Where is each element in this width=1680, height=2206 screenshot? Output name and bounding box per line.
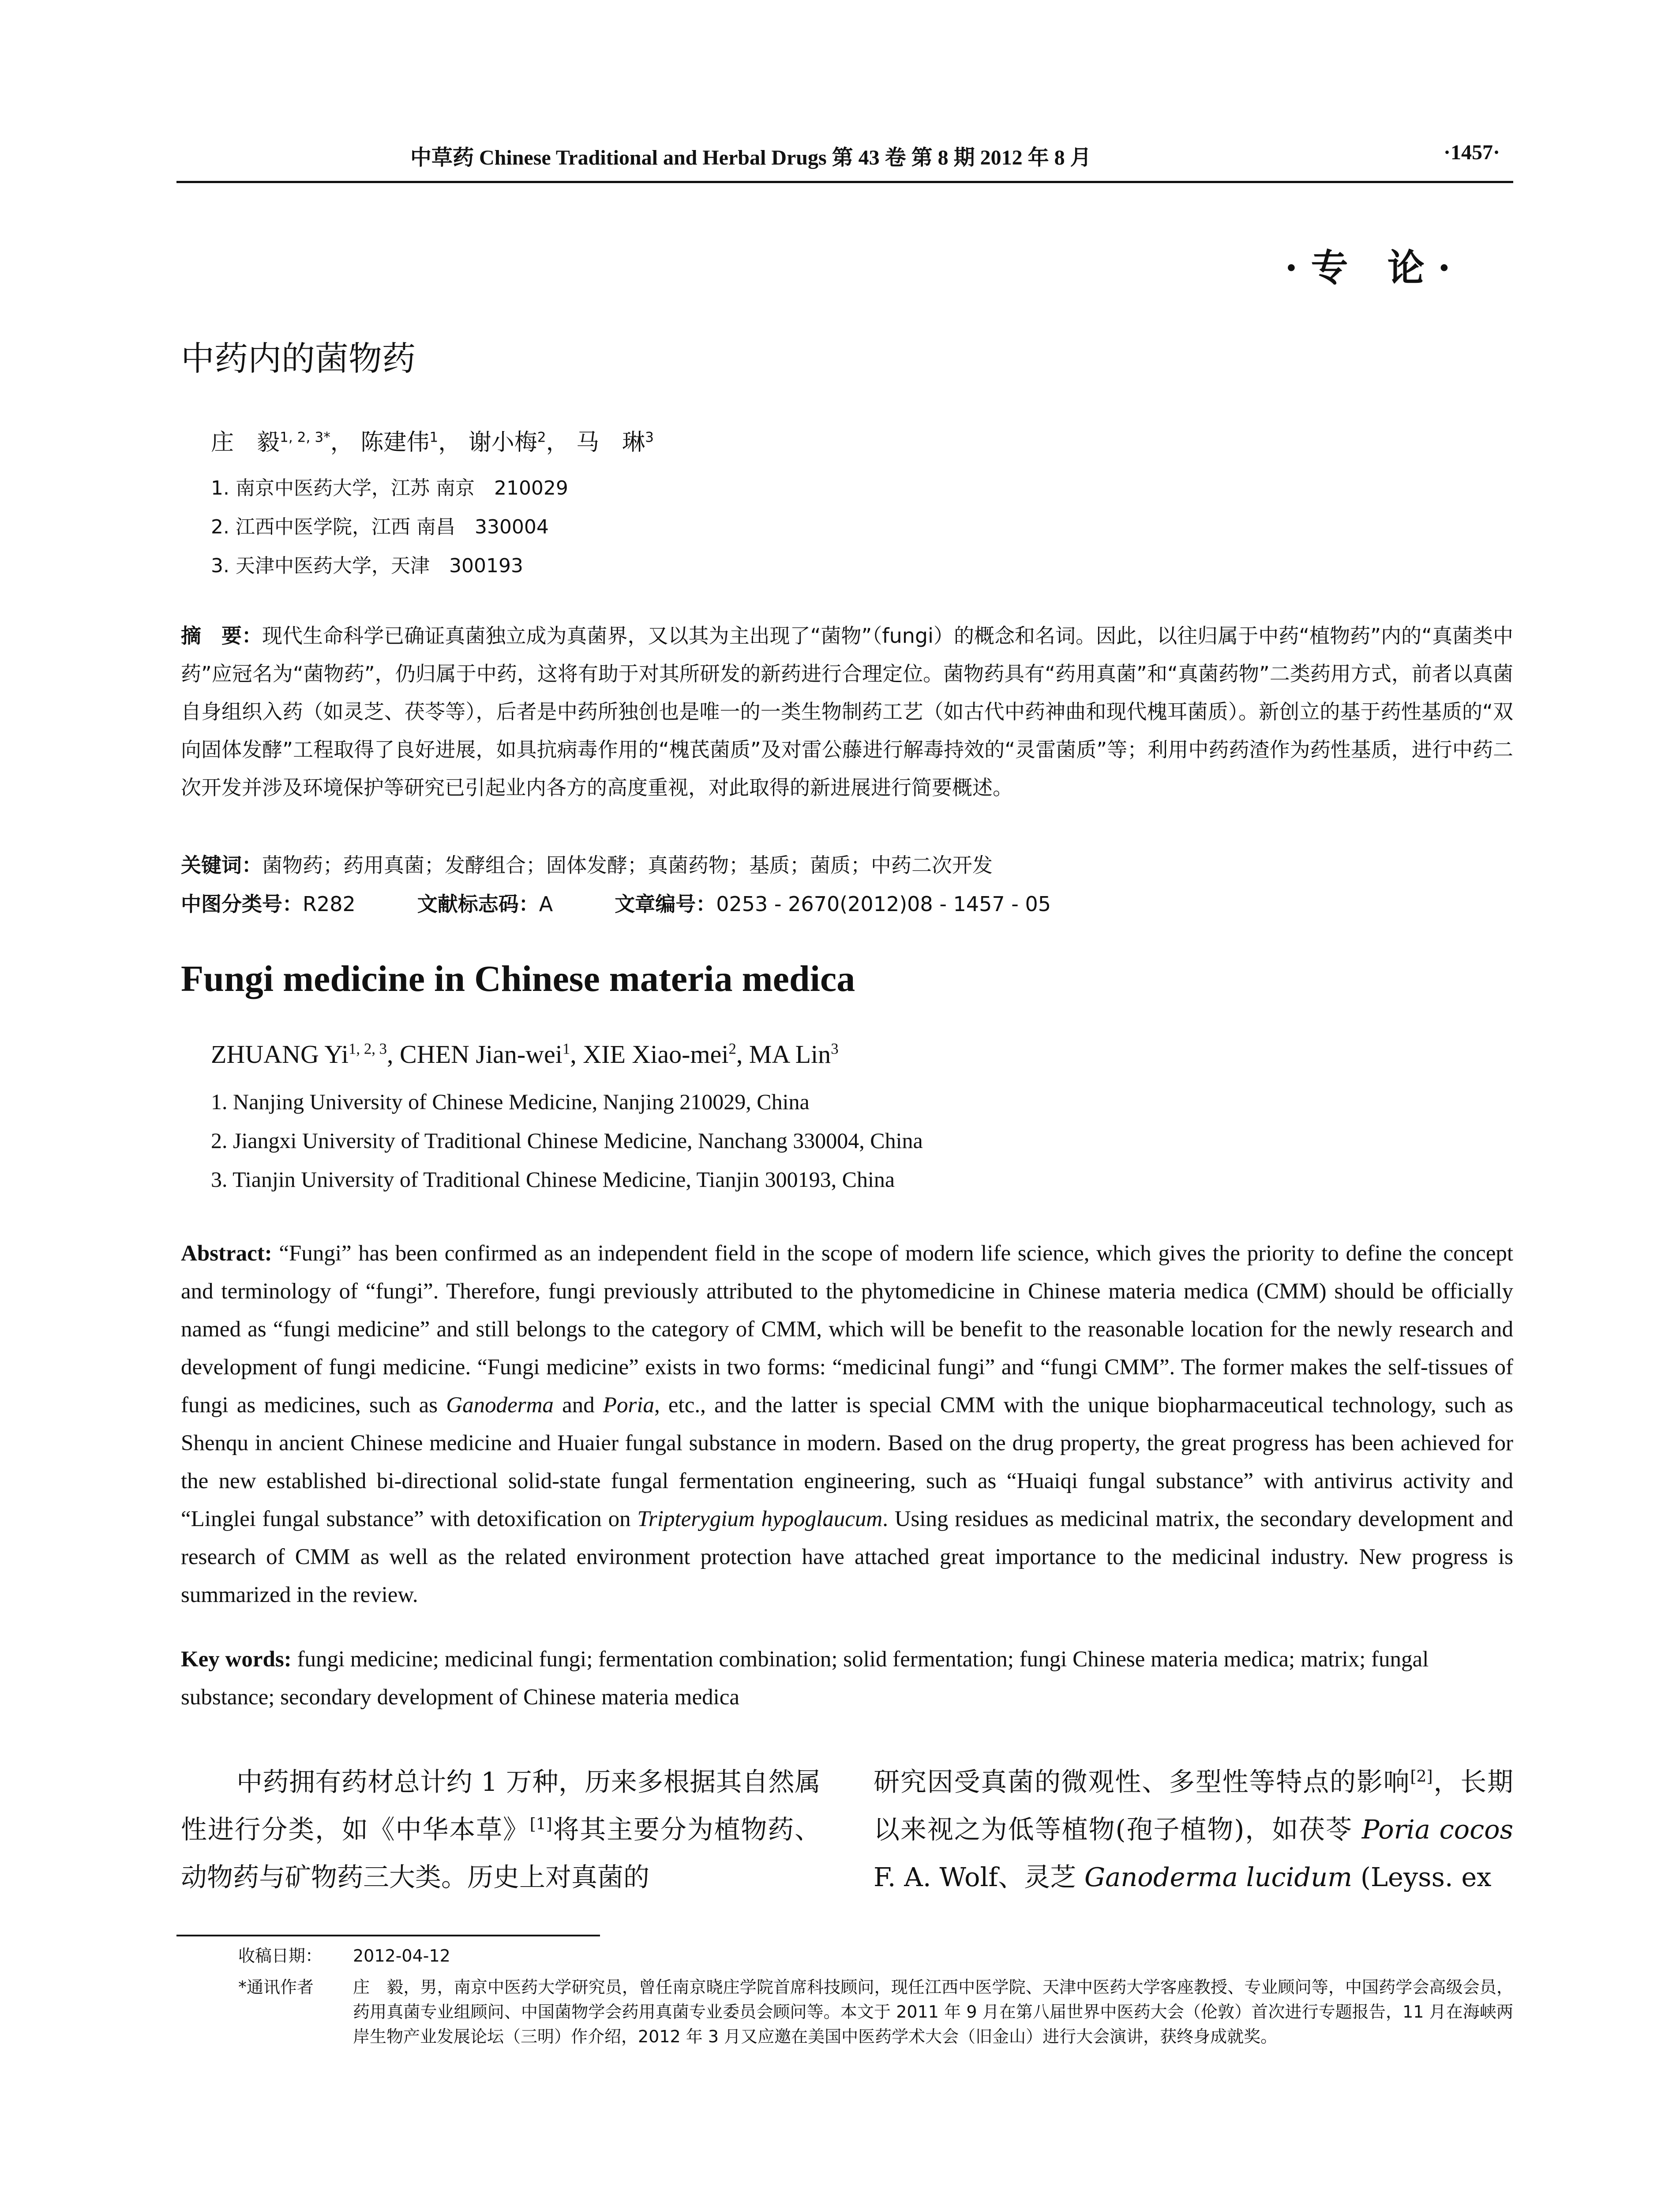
clc-label: 中图分类号： bbox=[181, 892, 303, 916]
corresp-text: 庄 毅，男，南京中医药大学研究员，曾任南京晓庄学院首席科技顾问，现任江西中医学院、天津中医药大学客座教授、专业顾问等，中国药学会高级会员，药用真菌专业组顾问、中国菌物学会药用真菌专业委员会顾问等。本文于 2011 年 9 月在第八届世界中医药大会（伦敦）首次进行专题报告，11 月在海峡两岸生物产业发展论坛（三明）作介绍，2012 年 3 月又应邀在美国中医药学术大会（旧金山）进行大会演讲，获终身成就奖。 bbox=[353, 1977, 1513, 2046]
en-abstract-text: “Fungi” has been confirmed as an independent field in the scope of modern life science, which gives the priority to define the concept and terminology of “fungi”. Therefore, fungi previously attributed to the phytomedicine in Chinese materia medica (CMM) should be officially named as “fungi medicine” and still belongs to the category of CMM, which will be benefit to the reasonable location for the newly research and development of fungi medicine. “Fungi medicine” exists in two forms: “medicinal fungi” and “fungi CMM”. The former makes the self-tissues of fungi as medicines, such as bbox=[181, 1241, 1513, 1418]
doc-code-label: 文献标志码： bbox=[417, 892, 539, 916]
en-author-sup: 1 bbox=[562, 1040, 570, 1058]
clc-item bbox=[181, 888, 356, 917]
body-text: 中药拥有药材总计约 1 万种，历来多根据其自然属性进行分类，如《中华本草》 bbox=[181, 1767, 821, 1845]
journal-line: 中草药 Chinese Traditional and Herbal Drugs 第 43 卷 第 8 期 2012 年 8 月 bbox=[410, 146, 1091, 169]
body-text: (Leyss. ex bbox=[1352, 1862, 1492, 1892]
received-date: 2012-04-12 bbox=[353, 1946, 450, 1966]
cn-author-sup: 2 bbox=[537, 429, 546, 446]
page-number: ·1457· bbox=[1443, 141, 1500, 164]
cn-author-sup: 3 bbox=[645, 429, 654, 446]
citation[interactable]: [1] bbox=[529, 1815, 552, 1834]
article-no-value: 0253 - 2670(2012)08 - 1457 - 05 bbox=[716, 892, 1051, 916]
en-abstract-text: . Using residues as medicinal matrix, the secondary development and research of CMM as well as the related environment protection have attached great importance to the medicinal industry. New progress is summarized in the review. bbox=[181, 1507, 1513, 1607]
cn-keywords bbox=[181, 849, 1513, 878]
footnote-received bbox=[238, 1943, 1513, 1968]
en-abstract bbox=[181, 1234, 1513, 1614]
en-abstract-italic: Tripterygium hypoglaucum bbox=[637, 1507, 883, 1531]
cn-affiliation: 3. 天津中医药大学，天津 300193 bbox=[211, 555, 523, 577]
en-abstract-text: , etc., and the latter is special CMM with the unique biopharmaceutical technology, such as Shenqu in ancient Chinese medicine and Huaier fungal substance in modern. Based on the drug property, the great progress has been achieved for the new established bi-directional solid-state fungal fermentation engineering, such as “Huaiqi fungal substance” with antivirus activity and “Linglei fungal substance” with detoxification on bbox=[181, 1393, 1514, 1531]
en-abstract-label: Abstract: bbox=[181, 1241, 272, 1266]
en-author-name: ZHUANG Yi bbox=[211, 1040, 349, 1069]
cn-author-name: 陈建伟 bbox=[360, 429, 430, 456]
en-keywords bbox=[181, 1640, 1513, 1716]
body-column-left bbox=[181, 1758, 821, 1901]
cn-affiliation: 2. 江西中医学院，江西 南昌 330004 bbox=[211, 516, 549, 538]
en-author-name: XIE Xiao-mei bbox=[583, 1040, 729, 1069]
en-affiliation: 1. Nanjing University of Chinese Medicine, Nanjing 210029, China bbox=[211, 1089, 810, 1114]
doc-code-value: A bbox=[539, 892, 553, 916]
footnote-corresponding bbox=[238, 1975, 1513, 2049]
clc-value: R282 bbox=[303, 892, 356, 916]
citation[interactable]: [2] bbox=[1410, 1767, 1433, 1786]
cn-title: 中药内的菌物药 bbox=[181, 339, 416, 378]
cn-keywords-text: 菌物药；药用真菌；发酵组合；固体发酵；真菌药物；基质；菌质；中药二次开发 bbox=[262, 853, 993, 877]
header-rule bbox=[176, 181, 1513, 183]
cn-classification bbox=[181, 888, 1513, 917]
separator: , bbox=[387, 1040, 400, 1069]
en-affiliation: 3. Tianjin University of Traditional Chinese Medicine, Tianjin 300193, China bbox=[211, 1167, 895, 1192]
separator: ， bbox=[438, 429, 461, 456]
en-title: Fungi medicine in Chinese materia medica bbox=[181, 958, 855, 999]
separator: , bbox=[736, 1040, 749, 1069]
en-abstract-italic: Poria bbox=[603, 1393, 655, 1418]
cn-author-sup: 1 bbox=[429, 429, 439, 446]
en-abstract-italic: Ganoderma bbox=[446, 1393, 554, 1418]
en-author-sup: 2 bbox=[728, 1040, 736, 1058]
en-abstract-text: and bbox=[553, 1393, 603, 1418]
en-authors bbox=[211, 1039, 839, 1069]
cn-author-name: 马 琳 bbox=[576, 429, 645, 456]
cn-abstract-text: 现代生命科学已确证真菌独立成为真菌界，又以其为主出现了“菌物”（fungi）的概念和名词。因此，以往归属于中药“植物药”内的“真菌类中药”应冠名为“菌物药”，仍归属于中药，这将有助于对其所研发的新药进行合理定位。菌物药具有“药用真菌”和“真菌药物”二类药用方式，前者以真菌自身组织入药（如灵芝、茯苓等），后者是中药所独创也是唯一的一类生物制药工艺（如古代中药神曲和现代槐耳菌质）。新创立的基于药性基质的“双向固体发酵”工程取得了良好进展，如具抗病毒作用的“槐芪菌质”及对雷公藤进行解毒持效的“灵雷菌质”等；利用中药药渣作为药性基质，进行中药二次开发并涉及环境保护等研究已引起业内各方的高度重视，对此取得的新进展进行简要概述。 bbox=[181, 624, 1514, 799]
running-header bbox=[176, 140, 1509, 180]
en-author-sup: 3 bbox=[831, 1040, 839, 1058]
body-text: 将其主要分为植物药、动物药与矿物药三大类。历史上对真菌的 bbox=[181, 1814, 821, 1892]
cn-affiliation: 1. 南京中医药大学，江苏 南京 210029 bbox=[211, 477, 568, 499]
separator: ， bbox=[546, 429, 569, 456]
body-text: 研究因受真菌的微观性、多型性等特点的影响 bbox=[874, 1767, 1410, 1797]
article-no-label: 文章编号： bbox=[615, 892, 716, 916]
doc-code-item bbox=[417, 888, 553, 917]
received-label: 收稿日期： bbox=[238, 1946, 322, 1966]
species-name: Ganoderma lucidum bbox=[1084, 1862, 1353, 1892]
corresp-label: *通讯作者 bbox=[238, 1977, 314, 1997]
column-tag: ·专 论· bbox=[1285, 246, 1464, 289]
species-name: Poria cocos bbox=[1361, 1814, 1513, 1845]
en-author-sup: 1, 2, 3 bbox=[349, 1040, 387, 1058]
article-no-item bbox=[615, 888, 1051, 917]
cn-author-sup: 1, 2, 3* bbox=[280, 429, 330, 446]
body-text: ，长期以来视之为低等植物(孢子植物)，如茯苓 bbox=[874, 1767, 1513, 1845]
body-text: F. A. Wolf、灵芝 bbox=[874, 1862, 1084, 1892]
cn-abstract-label: 摘 要： bbox=[181, 624, 262, 648]
body-column-right bbox=[874, 1758, 1513, 1901]
en-author-name: MA Lin bbox=[749, 1040, 831, 1069]
footnote-rule bbox=[176, 1935, 600, 1936]
en-author-name: CHEN Jian-wei bbox=[400, 1040, 562, 1069]
en-affiliation: 2. Jiangxi University of Traditional Chinese Medicine, Nanchang 330004, China bbox=[211, 1128, 923, 1153]
separator: , bbox=[570, 1040, 583, 1069]
en-keywords-text: fungi medicine; medicinal fungi; fermentation combination; solid fermentation; fungi Chinese materia medica; matrix; fungal substance; secondary development of Chinese materia medica bbox=[181, 1647, 1429, 1710]
cn-abstract bbox=[181, 617, 1513, 807]
separator: ， bbox=[330, 429, 353, 456]
cn-keywords-label: 关键词： bbox=[181, 853, 262, 877]
cn-authors bbox=[211, 424, 654, 457]
cn-author-name: 庄 毅 bbox=[211, 429, 280, 456]
cn-author-name: 谢小梅 bbox=[468, 429, 537, 456]
en-keywords-label: Key words: bbox=[181, 1647, 292, 1672]
